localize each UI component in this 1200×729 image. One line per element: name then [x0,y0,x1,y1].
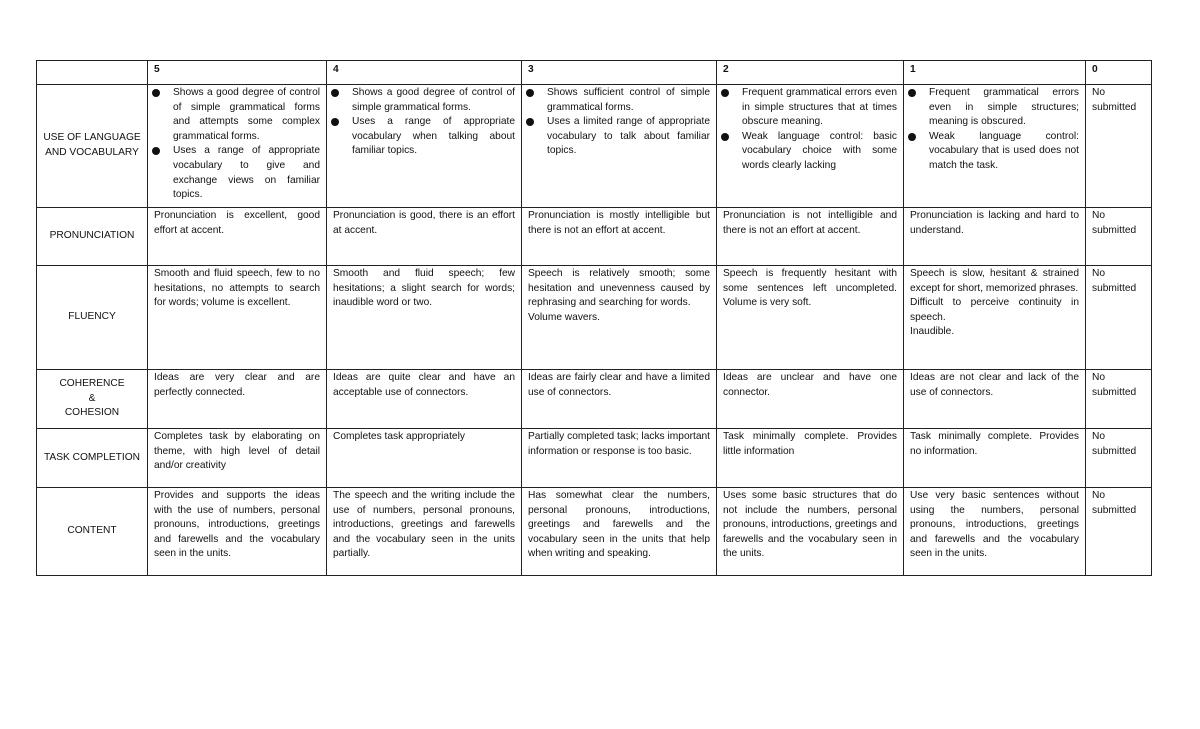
descriptor-cell [148,266,327,370]
descriptor-cell [1086,266,1152,370]
descriptor-text: Use very basic sentences without using the numbers, personal pronouns, introductions, greetings and farewells and the vocabulary seen in the units. [910,490,1079,560]
descriptor-cell [904,429,1086,488]
score-header-2: 2 [717,61,904,85]
descriptor-text: Completes task by elaborating on theme, with high level of detail and/or creativity [154,431,320,472]
bullet-icon [331,118,339,126]
criterion-cell [37,370,148,429]
descriptor-text: Completes task appropriately [333,431,465,442]
header-blank-cell [37,61,148,85]
bullet-list [333,86,515,159]
descriptor-cell [904,85,1086,208]
descriptor-text: Task minimally complete. Provides no information. [910,431,1079,457]
score-header-4: 4 [327,61,522,85]
descriptor-cell [904,488,1086,576]
bullet-text: Uses a range of appropriate vocabulary when talking about familiar topics. [352,116,515,157]
bullet-text: Shows sufficient control of simple grammatical forms. [547,87,710,113]
descriptor-text: Task minimally complete. Provides little information [723,431,897,457]
descriptor-cell [522,370,717,429]
bullet-icon [908,133,916,141]
criterion-label: USE OF LANGUAGE [43,132,141,144]
bullet-text: Uses a range of appropriate vocabulary to give and exchange views on familiar topics. [173,145,320,201]
bullet-item [154,144,320,202]
descriptor-cell [904,266,1086,370]
descriptor-cell [1086,429,1152,488]
bullet-icon [721,133,729,141]
descriptor-text: Pronunciation is not intelligible and there is not an effort at accent. [723,210,897,236]
descriptor-text: Pronunciation is excellent, good effort at accent. [154,210,320,236]
rubric-row-content [37,488,1152,576]
descriptor-text: Ideas are very clear and are perfectly connected. [154,372,320,398]
score-header-1: 1 [904,61,1086,85]
descriptor-cell [327,85,522,208]
descriptor-cell [717,85,904,208]
descriptor-text: Smooth and fluid speech, few to no hesitations, no attempts to search for words; volume is excellent. [154,268,320,309]
descriptor-text: Ideas are not clear and lack of the use of connectors. [910,372,1079,398]
descriptor-text: Uses some basic structures that do not include the numbers, personal pronouns, introductions, greetings and farewells and the vocabulary seen in the units. [723,490,897,560]
bullet-item [910,130,1079,174]
descriptor-cell [522,488,717,576]
bullet-item [528,86,710,115]
rubric-row-pronunciation [37,208,1152,266]
descriptor-cell [1086,488,1152,576]
criterion-label: CONTENT [67,525,117,537]
descriptor-cell [904,370,1086,429]
bullet-list [528,86,710,159]
descriptor-cell [1086,208,1152,266]
bullet-icon [331,89,339,97]
bullet-icon [908,89,916,97]
descriptor-text: Ideas are quite clear and have an acceptable use of connectors. [333,372,515,398]
descriptor-cell [1086,85,1152,208]
descriptor-text: Speech is frequently hesitant with some sentences left uncompleted. Volume is very soft. [723,268,897,309]
rubric-row-task-completion [37,429,1152,488]
descriptor-cell [148,488,327,576]
descriptor-text: Partially completed task; lacks important information or response is too basic. [528,431,710,457]
descriptor-cell [522,266,717,370]
descriptor-cell [327,429,522,488]
bullet-text: Uses a limited range of appropriate vocabulary to talk about familiar topics. [547,116,710,157]
descriptor-cell [717,488,904,576]
descriptor-cell [327,488,522,576]
descriptor-text: Speech is relatively smooth; some hesitation and unevenness caused by rephrasing and searching for words. [528,268,710,309]
criterion-cell [37,429,148,488]
criterion-label: TASK COMPLETION [43,451,141,463]
bullet-item [333,86,515,115]
criterion-label: COHESION [64,407,120,419]
descriptor-text: Pronunciation is mostly intelligible but there is not an effort at accent. [528,210,710,236]
header-row [37,61,1152,85]
bullet-list [910,86,1079,174]
descriptor-text: No submitted [1092,87,1137,113]
score-header-5: 5 [148,61,327,85]
descriptor-text: Pronunciation is lacking and hard to understand. [910,210,1079,236]
descriptor-cell [904,208,1086,266]
descriptor-text: Volume wavers. [528,311,600,323]
descriptor-cell [522,85,717,208]
descriptor-text: Ideas are fairly clear and have a limited use of connectors. [528,372,710,398]
rubric-row-fluency [37,266,1152,370]
descriptor-cell [717,429,904,488]
score-header-3: 3 [522,61,717,85]
descriptor-cell [522,429,717,488]
descriptor-cell [148,370,327,429]
criterion-label: COHERENCE [59,378,125,390]
bullet-item [723,130,897,174]
bullet-icon [526,118,534,126]
descriptor-cell [148,208,327,266]
descriptor-cell [327,370,522,429]
descriptor-cell [148,429,327,488]
criterion-label: PRONUNCIATION [49,230,135,242]
descriptor-cell [327,266,522,370]
bullet-item [910,86,1079,130]
bullet-item [333,115,515,159]
descriptor-text: The speech and the writing include the use of numbers, personal pronouns, introductions, greetings and farewells and the vocabulary seen in the units partially. [333,490,515,560]
descriptor-text: Has somewhat clear the numbers, personal pronouns, introductions, greetings and farewells and the vocabulary seen in the units that help when writing and speaking. [528,490,710,560]
score-header-0: 0 [1086,61,1152,85]
rubric-row-coherence [37,370,1152,429]
descriptor-text: Pronunciation is good, there is an effort at accent. [333,210,515,236]
rubric-header [37,61,1152,85]
criterion-cell [37,85,148,208]
criterion-label: & [88,392,96,404]
descriptor-cell [717,266,904,370]
descriptor-text: Inaudible. [910,326,955,338]
bullet-icon [152,89,160,97]
bullet-icon [152,147,160,155]
descriptor-text: No submitted [1092,490,1137,516]
descriptor-text: No submitted [1092,268,1137,294]
bullet-text: Shows a good degree of control of simple grammatical forms. [352,87,515,113]
bullet-item [154,86,320,144]
descriptor-cell [327,208,522,266]
bullet-text: Weak language control: basic vocabulary choice with some words clearly lacking [742,130,897,171]
rubric-row-language [37,85,1152,208]
bullet-text: Weak language control: vocabulary that is used does not match the task. [929,130,1079,171]
bullet-text: Frequent grammatical errors even in simple structures that at times obscure meaning. [742,87,897,128]
bullet-text: Frequent grammatical errors even in simple structures; meaning is obscured. [929,87,1079,128]
descriptor-text: No submitted [1092,210,1137,236]
descriptor-text: Speech is slow, hesitant & strained except for short, memorized phrases. [910,268,1079,294]
criterion-cell [37,266,148,370]
criterion-cell [37,208,148,266]
bullet-icon [721,89,729,97]
descriptor-cell [522,208,717,266]
criterion-label: FLUENCY [68,311,116,323]
descriptor-cell [717,370,904,429]
descriptor-text: Difficult to perceive continuity in speech. [910,297,1079,323]
descriptor-cell [148,85,327,208]
bullet-item [723,86,897,130]
criterion-label: AND VOCABULARY [45,147,139,158]
bullet-icon [526,89,534,97]
descriptor-text: No submitted [1092,431,1137,457]
rubric-table [36,60,1152,576]
descriptor-text: Smooth and fluid speech; few hesitations; a slight search for words; inaudible word or two. [333,268,515,309]
criterion-cell [37,488,148,576]
bullet-list [723,86,897,174]
descriptor-cell [1086,370,1152,429]
bullet-text: Shows a good degree of control of simple grammatical forms and attempts some complex grammatical forms. [173,87,320,142]
descriptor-text: Ideas are unclear and have one connector. [723,372,897,398]
bullet-list [154,86,320,203]
descriptor-cell [717,208,904,266]
descriptor-text: No submitted [1092,372,1137,398]
bullet-item [528,115,710,159]
descriptor-text: Provides and supports the ideas with the use of numbers, personal pronouns, introductions, greetings and farewells and the vocabulary seen in the units. [154,490,320,560]
